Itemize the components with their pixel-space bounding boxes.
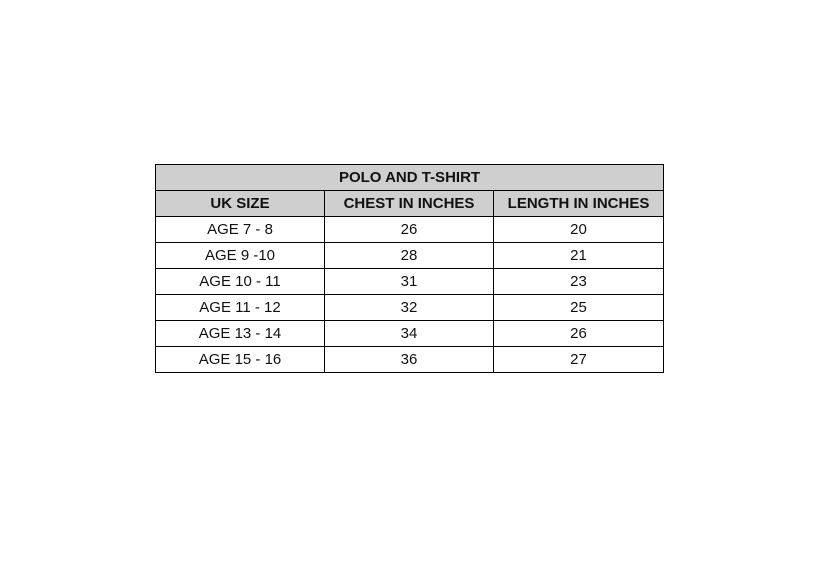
uk-size-cell: AGE 13 - 14	[156, 321, 325, 347]
table-row	[156, 321, 664, 347]
length-cell: 27	[494, 347, 664, 373]
header-uk-size: UK SIZE	[156, 191, 325, 217]
length-cell: 21	[494, 243, 664, 269]
chest-cell: 36	[325, 347, 494, 373]
table-title: POLO AND T-SHIRT	[156, 165, 664, 191]
size-chart-table	[155, 164, 664, 373]
table-title-row	[156, 165, 664, 191]
uk-size-cell: AGE 10 - 11	[156, 269, 325, 295]
table-row	[156, 347, 664, 373]
chest-cell: 28	[325, 243, 494, 269]
length-cell: 26	[494, 321, 664, 347]
uk-size-cell: AGE 9 -10	[156, 243, 325, 269]
chest-cell: 31	[325, 269, 494, 295]
uk-size-cell: AGE 11 - 12	[156, 295, 325, 321]
uk-size-cell: AGE 7 - 8	[156, 217, 325, 243]
uk-size-cell: AGE 15 - 16	[156, 347, 325, 373]
length-cell: 23	[494, 269, 664, 295]
table-row	[156, 295, 664, 321]
header-length: LENGTH IN INCHES	[494, 191, 664, 217]
table-row	[156, 217, 664, 243]
table-header-row	[156, 191, 664, 217]
table-row	[156, 243, 664, 269]
length-cell: 20	[494, 217, 664, 243]
length-cell: 25	[494, 295, 664, 321]
chest-cell: 34	[325, 321, 494, 347]
chest-cell: 26	[325, 217, 494, 243]
header-chest: CHEST IN INCHES	[325, 191, 494, 217]
table-row	[156, 269, 664, 295]
chest-cell: 32	[325, 295, 494, 321]
